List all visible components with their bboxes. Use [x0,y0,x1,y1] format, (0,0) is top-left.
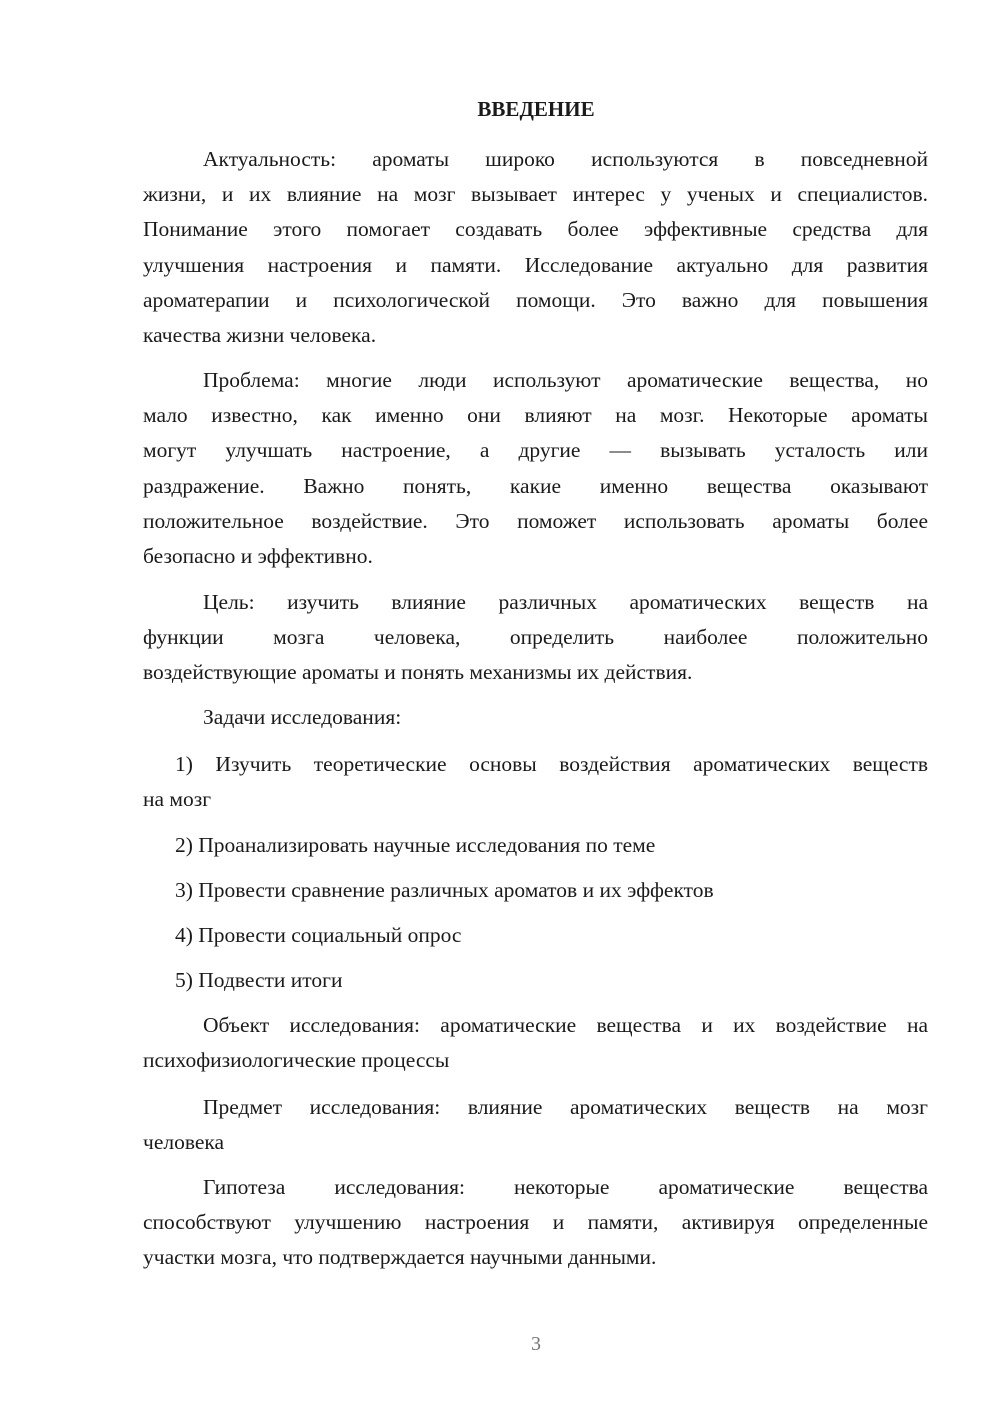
text-line: 1) Изучить теоретические основы воздействия ароматических веществ [175,752,928,776]
text-line: функции мозга человека, определить наиболее положительно [143,625,928,650]
text-line: ароматерапии и психологической помощи. Это важно для повышения [143,287,928,312]
tasks-heading [143,700,928,735]
text-line: Цель: изучить влияние различных ароматических веществ на [203,590,928,614]
text-line: способствуют улучшению настроения и памяти, активируя определенные [143,1210,928,1235]
text-line: Предмет исследования: влияние ароматических веществ на мозг [203,1095,928,1119]
text-line: Гипотеза исследования: некоторые ароматические вещества [203,1175,928,1199]
text-line: психофизиологические процессы [143,1048,450,1073]
paragraph-relevance [143,142,928,353]
text-line: положительное воздействие. Это поможет использовать ароматы более [143,508,928,533]
paragraph-object [143,1008,928,1078]
text-line: Объект исследования: ароматические вещества и их воздействие на [203,1013,928,1037]
text-line: 5) Подвести итоги [175,968,343,992]
task-item-3 [143,873,928,908]
paragraph-subject [143,1090,928,1160]
task-item-2 [143,828,928,863]
text-line: человека [143,1130,225,1155]
text-line: раздражение. Важно понять, какие именно вещества оказывают [143,473,928,498]
text-line: Проблема: многие люди используют ароматические вещества, но [203,368,928,392]
text-line: Актуальность: ароматы широко используются в повседневной [203,147,928,171]
text-line: улучшения настроения и памяти. Исследование актуально для развития [143,252,928,277]
task-item-5 [143,963,928,998]
task-item-4 [143,918,928,953]
section-title: ВВЕДЕНИЕ [477,97,595,121]
text-line: 4) Провести социальный опрос [175,923,462,947]
text-line: жизни, и их влияние на мозг вызывает интерес у ученых и специалистов. [143,182,928,207]
paragraph-problem [143,363,928,574]
text-line: Понимание этого помогает создавать более эффективные средства для [143,217,928,242]
text-line: качества жизни человека. [143,322,377,347]
text-line: на мозг [143,787,212,812]
text-line: Задачи исследования: [203,705,402,729]
text-line: могут улучшать настроение, а другие — вызывать усталость или [143,438,928,463]
text-line: 2) Проанализировать научные исследования по теме [175,833,656,857]
text-line: 3) Провести сравнение различных ароматов и их эффектов [175,878,714,902]
text-line: участки мозга, что подтверждается научными данными. [143,1245,657,1270]
task-item-1 [143,747,928,817]
text-line: воздействующие ароматы и понять механизмы их действия. [143,660,693,685]
paragraph-hypothesis [143,1170,928,1276]
text-line: мало известно, как именно они влияют на мозг. Некоторые ароматы [143,403,928,428]
page-number: 3 [531,1333,541,1355]
text-line: безопасно и эффективно. [143,543,373,568]
paragraph-goal [143,585,928,691]
